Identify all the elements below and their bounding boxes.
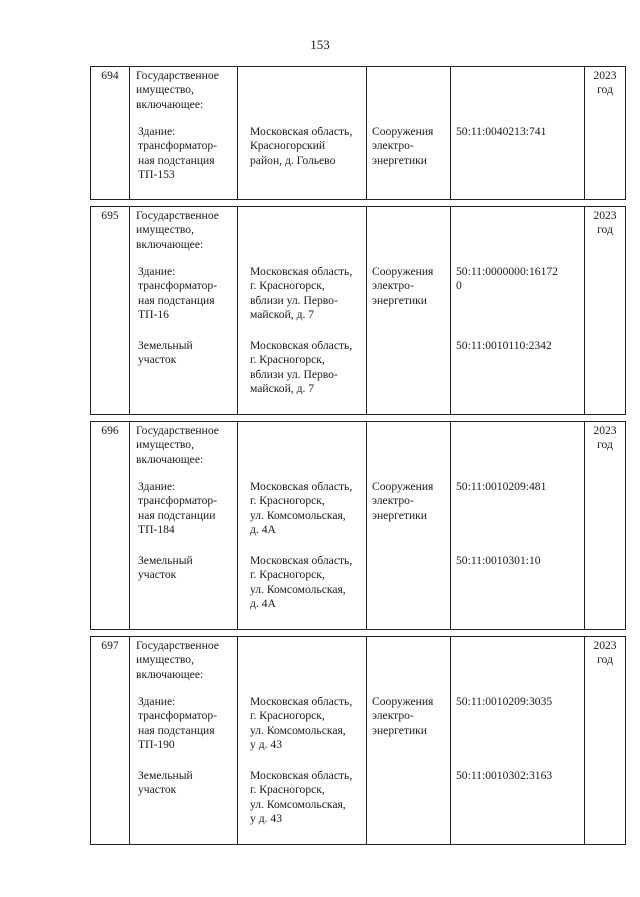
object-type: Сооружения электро- энергетики [372, 265, 434, 307]
object-type [367, 554, 450, 629]
object-address: Московская область, г. Красногорск, ул. Комсомольская, у д. 43 [250, 769, 353, 825]
object-type [367, 339, 450, 414]
cadastral-number: 50:11:0010301:10 [456, 554, 541, 567]
heading-blank [451, 207, 584, 265]
cadastral-number: 50:11:0010209:481 [456, 480, 547, 493]
object-name: Здание: трансформатор- ная подстанции ТП-184 [138, 480, 218, 536]
transfer-year: 2023 год [585, 67, 626, 200]
object-address: Московская область, г. Красногорск, ул. Комсомольская, д. 4А [250, 480, 353, 536]
cadastral-number: 50:11:0000000:16172 0 [456, 265, 558, 293]
heading-blank [367, 422, 450, 480]
object-address: Московская область, г. Красногорск, вблизи ул. Перво- майской, д. 7 [250, 265, 353, 321]
transfer-year: 2023 год [585, 637, 626, 845]
spacer-row [91, 415, 626, 422]
spacer-cell [91, 630, 626, 637]
object-type: Сооружения электро- энергетики [372, 480, 434, 522]
object-name-cell [130, 67, 238, 200]
heading-blank [238, 637, 366, 695]
table-row [91, 637, 626, 845]
heading-blank [367, 637, 450, 695]
spacer-cell [91, 200, 626, 207]
spacer-row [91, 630, 626, 637]
object-address: Московская область, г. Красногорск, вблизи ул. Перво- майской, д. 7 [250, 339, 353, 395]
object-address-cell [238, 422, 367, 630]
heading-blank [238, 67, 366, 125]
table-row [91, 67, 626, 200]
entry-number: 695 [91, 207, 130, 415]
heading-blank [451, 67, 584, 125]
table-row [91, 422, 626, 630]
object-type [367, 769, 450, 844]
property-heading: Государственное имущество, включающее: [136, 424, 219, 466]
object-type: Сооружения электро- энергетики [372, 695, 434, 737]
heading-blank [238, 422, 366, 480]
cadastral-number-cell [451, 207, 585, 415]
object-type-cell [367, 207, 451, 415]
property-heading: Государственное имущество, включающее: [136, 69, 219, 111]
heading-blank [367, 67, 450, 125]
heading-blank [367, 207, 450, 265]
object-name: Земельный участок [138, 769, 193, 797]
transfer-year: 2023 год [585, 422, 626, 630]
object-name-cell [130, 637, 238, 845]
entry-number: 696 [91, 422, 130, 630]
heading-blank [238, 207, 366, 265]
heading-blank [451, 637, 584, 695]
cadastral-number: 50:11:0010110:2342 [456, 339, 552, 352]
object-name: Земельный участок [138, 554, 193, 582]
object-address: Московская область, г. Красногорск, ул. Комсомольская, д. 4А [250, 554, 353, 610]
cadastral-number-cell [451, 67, 585, 200]
property-heading: Государственное имущество, включающее: [136, 639, 219, 681]
spacer-row [91, 200, 626, 207]
property-heading: Государственное имущество, включающее: [136, 209, 219, 251]
object-type-cell [367, 67, 451, 200]
object-type: Сооружения электро- энергетики [372, 125, 434, 167]
heading-blank [451, 422, 584, 480]
cadastral-number: 50:11:0040213:741 [456, 125, 547, 138]
object-address-cell [238, 67, 367, 200]
object-name: Земельный участок [138, 339, 193, 367]
object-address-cell [238, 207, 367, 415]
transfer-year: 2023 год [585, 207, 626, 415]
cadastral-number: 50:11:0010209:3035 [456, 695, 553, 708]
cadastral-number: 50:11:0010302:3163 [456, 769, 553, 782]
object-address: Московская область, Красногорский район, д. Гольево [250, 125, 353, 167]
entry-number: 697 [91, 637, 130, 845]
object-name-cell [130, 207, 238, 415]
table-row [91, 207, 626, 415]
object-name: Здание: трансформатор- ная подстанция ТП-153 [138, 125, 218, 181]
object-name-cell [130, 422, 238, 630]
object-type-cell [367, 637, 451, 845]
entry-number: 694 [91, 67, 130, 200]
cadastral-number-cell [451, 422, 585, 630]
object-type-cell [367, 422, 451, 630]
object-name: Здание: трансформатор- ная подстанция ТП-16 [138, 265, 218, 321]
object-name: Здание: трансформатор- ная подстанция ТП-190 [138, 695, 218, 751]
object-address-cell [238, 637, 367, 845]
cadastral-number-cell [451, 637, 585, 845]
object-address: Московская область, г. Красногорск, ул. Комсомольская, у д. 43 [250, 695, 353, 751]
spacer-cell [91, 415, 626, 422]
property-register-table [90, 66, 626, 845]
page-number: 153 [310, 37, 330, 52]
